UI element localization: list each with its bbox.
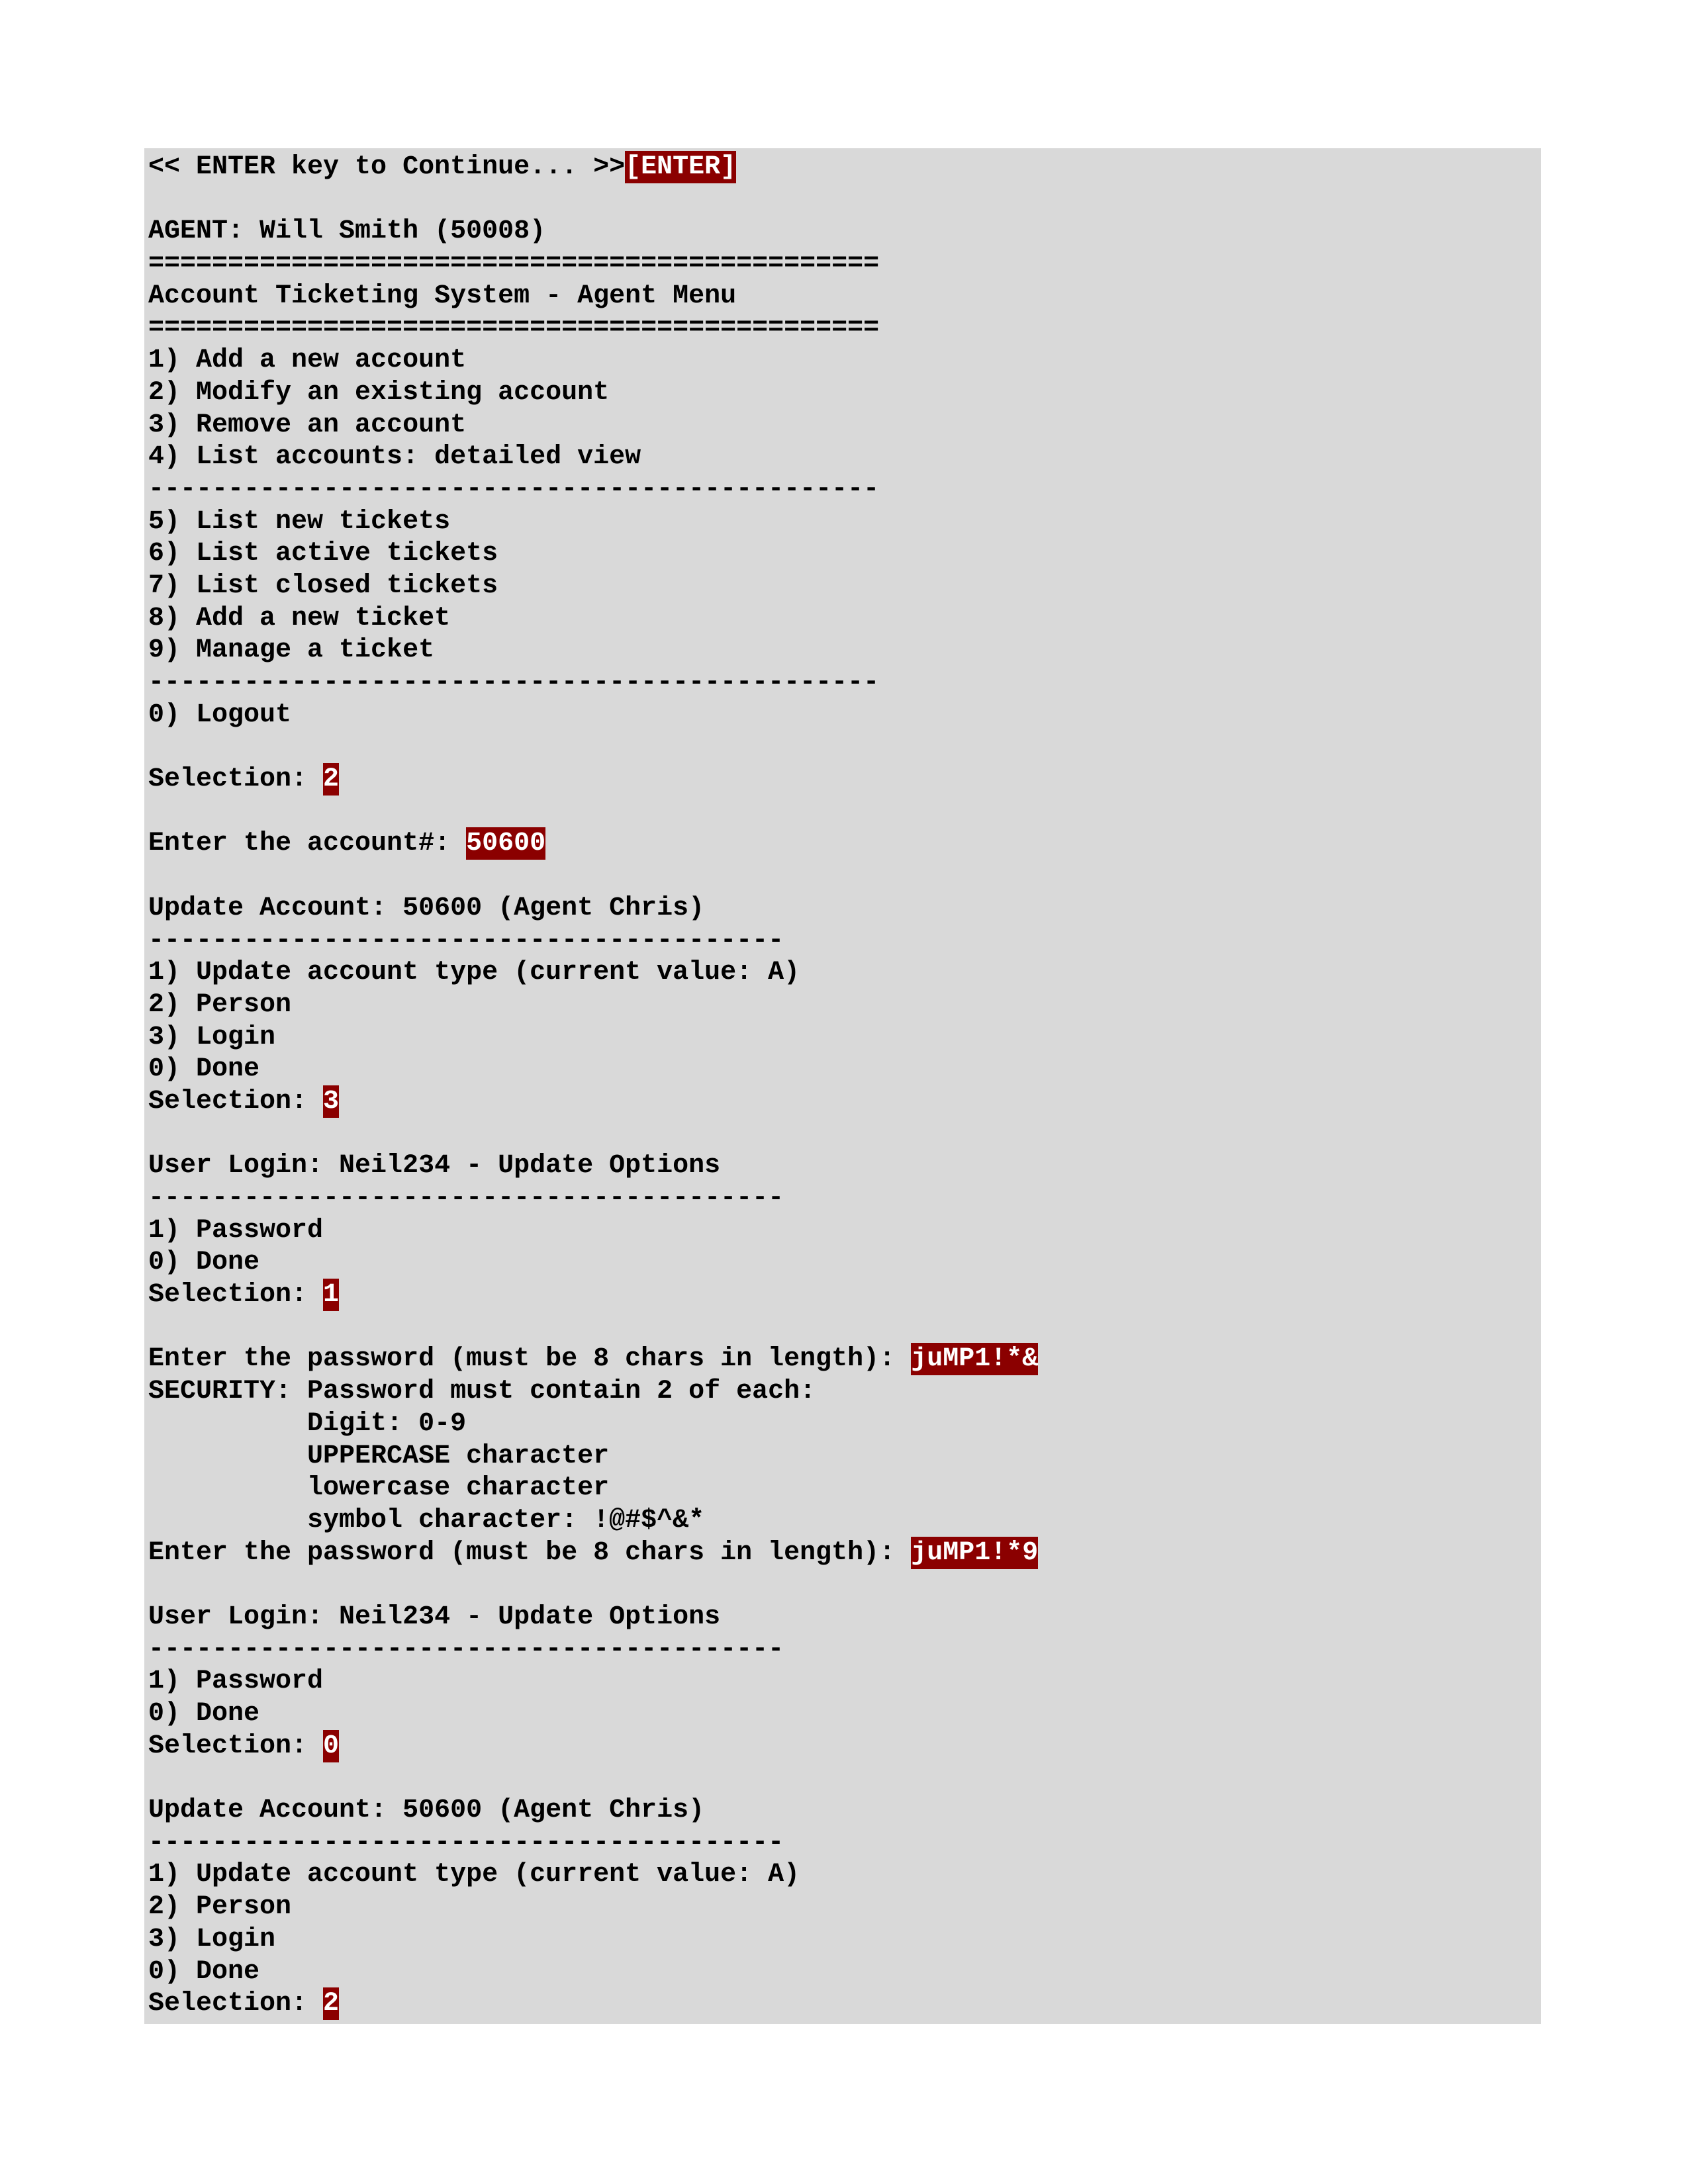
terminal-prompt-line: [148, 764, 1541, 796]
user-input-value[interactable]: 2: [323, 764, 340, 795]
terminal-line-text: 3) Remove an account: [148, 410, 467, 440]
terminal-prompt-line: [148, 1988, 1541, 2021]
terminal-line-text: 0) Done: [148, 1956, 260, 1987]
terminal-line: [148, 281, 1541, 313]
terminal-line: [148, 635, 1541, 667]
terminal-line: [148, 248, 1541, 281]
terminal-line-text: 6) List active tickets: [148, 539, 498, 569]
terminal-line-text: Account Ticketing System - Agent Menu: [148, 281, 737, 311]
terminal-line-text: User Login: Neil234 - Update Options: [148, 1602, 721, 1632]
terminal-line: [148, 474, 1541, 506]
terminal-line: [148, 1956, 1541, 1989]
terminal-line: [148, 312, 1541, 345]
terminal-line: [148, 377, 1541, 410]
terminal-line-text: ----------------------------------------------: [148, 668, 880, 698]
terminal-line-text: Enter the password (must be 8 chars in length):: [148, 1537, 912, 1568]
terminal-line: [148, 700, 1541, 732]
terminal-line-text: ----------------------------------------: [148, 1634, 784, 1664]
user-input-value[interactable]: [ENTER]: [625, 152, 737, 182]
terminal-line: [148, 410, 1541, 442]
terminal-line-text: ----------------------------------------: [148, 1827, 784, 1858]
terminal-line: [148, 925, 1541, 958]
terminal-line-text: 3) Login: [148, 1924, 276, 1954]
terminal-prompt-line: [148, 1279, 1541, 1312]
terminal-line: [148, 1569, 1541, 1602]
terminal-line: [148, 1634, 1541, 1666]
terminal-line-text: 9) Manage a ticket: [148, 635, 435, 666]
terminal-line-text: Selection:: [148, 764, 324, 795]
terminal-line: [148, 1827, 1541, 1860]
terminal-line: [148, 1408, 1541, 1441]
terminal-line: [148, 570, 1541, 603]
terminal-line: [148, 731, 1541, 764]
terminal-line-text: symbol character: !@#$^&*: [148, 1505, 705, 1535]
terminal-line: [148, 989, 1541, 1022]
terminal-line: [148, 893, 1541, 925]
terminal-line: [148, 1698, 1541, 1731]
terminal-line-text: SECURITY: Password must contain 2 of each:: [148, 1377, 816, 1407]
terminal-prompt-line: [148, 1537, 1541, 1570]
terminal-prompt-line: [148, 1086, 1541, 1118]
terminal-prompt-line: [148, 1731, 1541, 1763]
terminal-line-text: AGENT: Will Smith (50008): [148, 216, 546, 247]
terminal-line: [148, 1215, 1541, 1248]
user-input-value[interactable]: 3: [323, 1086, 340, 1116]
user-input-value[interactable]: juMP1!*&: [911, 1344, 1039, 1375]
terminal-line-text: 0) Done: [148, 1054, 260, 1085]
terminal-line-text: lowercase character: [148, 1473, 610, 1504]
terminal-line: [148, 1666, 1541, 1698]
terminal-line: [148, 1376, 1541, 1408]
terminal-line-text: 2) Person: [148, 989, 292, 1020]
terminal-line-text: Selection:: [148, 1989, 324, 2019]
terminal-line: [148, 1505, 1541, 1537]
terminal-line: [148, 1150, 1541, 1183]
terminal-line: [148, 1891, 1541, 1924]
terminal-line-text: 0) Done: [148, 1699, 260, 1729]
terminal-line-text: 1) Update account type (current value: A): [148, 1860, 800, 1890]
terminal-line: [148, 184, 1541, 216]
terminal-line-text: Selection:: [148, 1731, 324, 1761]
user-input-value[interactable]: 1: [323, 1280, 340, 1310]
terminal-line: [148, 506, 1541, 539]
user-input-value[interactable]: juMP1!*9: [911, 1537, 1039, 1568]
terminal-line: [148, 538, 1541, 570]
terminal-line-text: Update Account: 50600 (Agent Chris): [148, 1796, 705, 1826]
terminal-line-text: 1) Password: [148, 1215, 324, 1246]
terminal-line: [148, 1054, 1541, 1086]
terminal-line-text: 3) Login: [148, 1022, 276, 1052]
terminal-line-text: 4) List accounts: detailed view: [148, 442, 641, 473]
terminal-line: [148, 1762, 1541, 1795]
terminal-line-text: ----------------------------------------------: [148, 474, 880, 504]
terminal-line: [148, 1118, 1541, 1151]
terminal-line-text: 8) Add a new ticket: [148, 603, 451, 633]
terminal-line: [148, 667, 1541, 700]
terminal-line-text: 0) Logout: [148, 700, 292, 730]
terminal-line: [148, 1183, 1541, 1215]
terminal-line-text: 1) Update account type (current value: A): [148, 958, 800, 988]
terminal-line: [148, 441, 1541, 474]
terminal-line-text: 1) Password: [148, 1666, 324, 1697]
terminal-prompt-line: [148, 1343, 1541, 1376]
terminal-line-text: ==============================================: [148, 249, 880, 279]
terminal-line: [148, 1441, 1541, 1473]
terminal-line-text: Selection:: [148, 1086, 324, 1116]
terminal-line-text: 1) Add a new account: [148, 345, 467, 376]
terminal-line: [148, 603, 1541, 635]
terminal-line: [148, 1859, 1541, 1891]
terminal-line: [148, 796, 1541, 829]
terminal-line: [148, 1247, 1541, 1279]
terminal-line-text: ==============================================: [148, 313, 880, 343]
user-input-value[interactable]: 2: [323, 1989, 340, 2019]
terminal-output: [144, 148, 1541, 2024]
terminal-prompt-line: [148, 828, 1541, 860]
terminal-line-text: 0) Done: [148, 1248, 260, 1278]
terminal-line: [148, 1022, 1541, 1054]
terminal-line-text: 2) Modify an existing account: [148, 377, 610, 408]
user-input-value[interactable]: 50600: [466, 829, 546, 859]
terminal-line-text: User Login: Neil234 - Update Options: [148, 1151, 721, 1181]
terminal-line-text: << ENTER key to Continue... >>: [148, 152, 626, 182]
terminal-line-text: 5) List new tickets: [148, 506, 451, 537]
user-input-value[interactable]: 0: [323, 1731, 340, 1761]
terminal-line-text: Enter the account#:: [148, 829, 467, 859]
terminal-line: [148, 1473, 1541, 1505]
terminal-line: [148, 860, 1541, 893]
terminal-line-text: Digit: 0-9: [148, 1408, 467, 1439]
terminal-line-text: UPPERCASE character: [148, 1441, 610, 1471]
terminal-line-text: Selection:: [148, 1280, 324, 1310]
terminal-line-text: Update Account: 50600 (Agent Chris): [148, 893, 705, 923]
terminal-prompt-line: [148, 152, 1541, 184]
terminal-line-text: ----------------------------------------: [148, 1183, 784, 1213]
terminal-line: [148, 1795, 1541, 1827]
terminal-line-text: 2) Person: [148, 1892, 292, 1923]
terminal-line: [148, 1602, 1541, 1634]
terminal-line: [148, 1312, 1541, 1344]
terminal-line-text: Enter the password (must be 8 chars in length):: [148, 1344, 912, 1375]
terminal-line: [148, 1924, 1541, 1956]
terminal-line: [148, 216, 1541, 248]
terminal-line: [148, 345, 1541, 377]
terminal-line-text: 7) List closed tickets: [148, 570, 498, 601]
terminal-line: [148, 957, 1541, 989]
terminal-line-text: ----------------------------------------: [148, 925, 784, 956]
